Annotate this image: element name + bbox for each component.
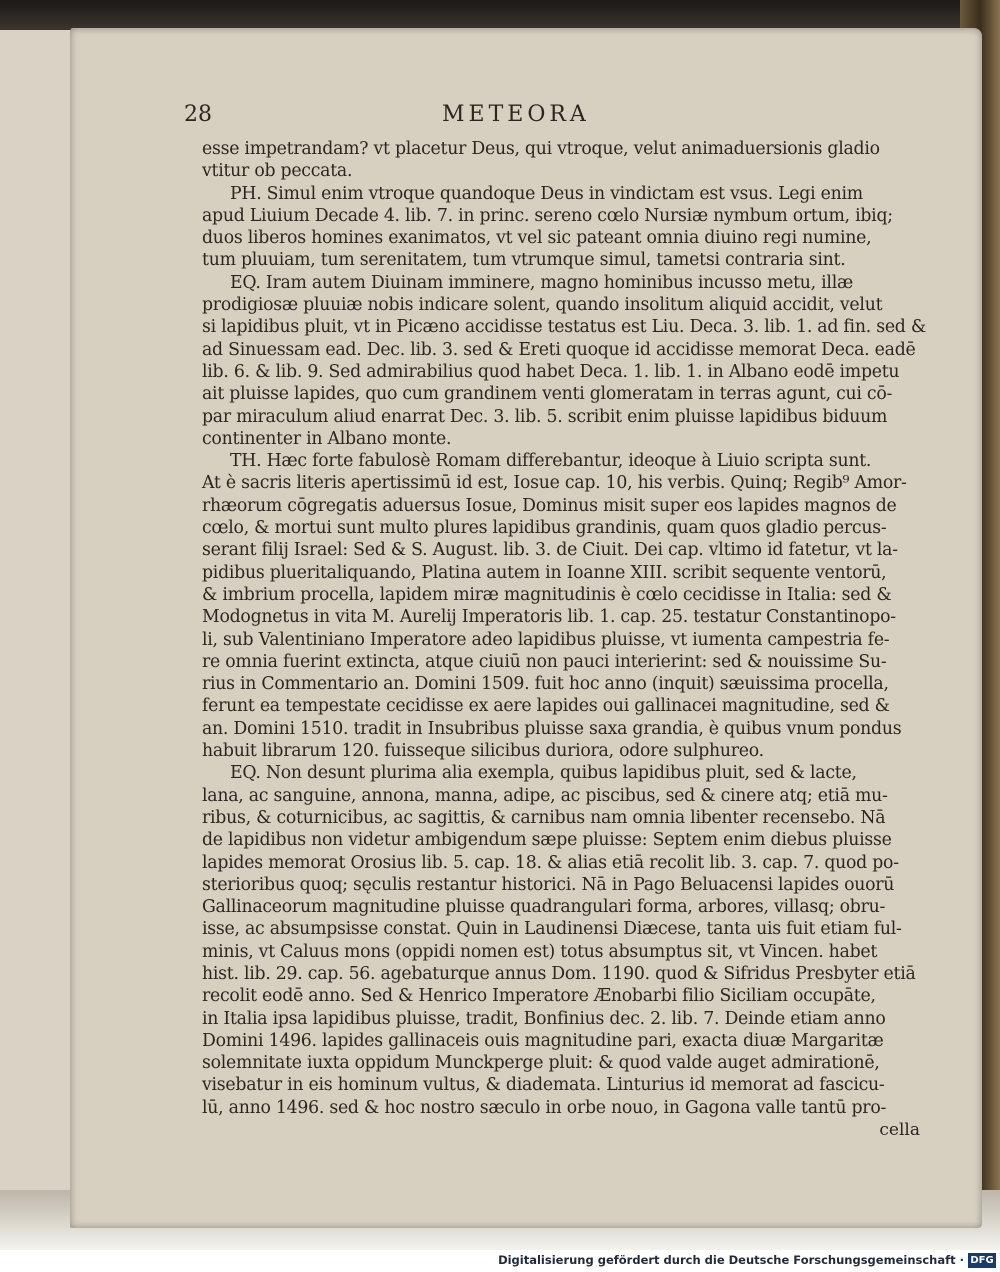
text-line: cœlo, & mortui sunt multo plures lapidibus grandinis, quam quos gladio percus-	[202, 518, 887, 539]
text-line: li, sub Valentiniano Imperatore adeo lapidibus pluisse, vt iumenta campestria fe-	[202, 629, 890, 650]
text-line: lana, ac sanguine, annona, manna, adipe, ac piscibus, sed & cinere atq; etiā mu-	[202, 785, 888, 806]
text-line: Gallinaceorum magnitudine pluisse quadrangulari forma, arbores, villasq; obru-	[202, 897, 886, 918]
text-line: lib. 6. & lib. 9. Sed admirabilius quod habet Deca. 1. lib. 1. in Albano eodē impetu	[202, 361, 900, 382]
text-line: lū, anno 1496. sed & hoc nostro sæculo in orbe nouo, in Gagona valle tantū pro-	[202, 1097, 887, 1118]
page-number: 28	[184, 102, 212, 127]
text-line: Modognetus in vita M. Aurelij Imperatoris lib. 1. cap. 25. testatur Constantinopo-	[202, 607, 896, 628]
text-line: ferunt ea tempestate cecidisse ex aere lapides oui gallinacei magnitudine, sed &	[202, 696, 890, 717]
text-line: prodigiosæ pluuiæ nobis indicare solent, quando insolitum aliquid accidit, velut	[202, 295, 883, 316]
digitization-footer	[0, 1250, 1000, 1272]
text-line: At è sacris literis apertissimū id est, Iosue cap. 10, his verbis. Quinq; Regib⁹ Amor-	[202, 473, 907, 494]
text-line: vtitur ob peccata.	[202, 161, 353, 182]
catchword: cella	[879, 1120, 920, 1141]
text-line: si lapidibus pluit, vt in Picæno accidisse testatus est Liu. Deca. 3. lib. 1. ad fin. sed &	[202, 317, 926, 338]
text-line: habuit librarum 120. fuisseque silicibus duriora, odore sulphureo.	[202, 741, 764, 762]
text-line: pidibus plueritaliquando, Platina autem in Ioanne XIII. scribit sequente ventorū,	[202, 562, 887, 583]
text-line: continenter in Albano monte.	[202, 428, 452, 449]
text-line: & imbrium procella, lapidem miræ magnitudinis è cœlo cecidisse in Italia: sed &	[202, 584, 892, 605]
text-line: re omnia fuerint extincta, atque ciuiū non pauci interierint: sed & nouissime Su-	[202, 651, 887, 672]
text-line: hist. lib. 29. cap. 56. agebaturque annus Dom. 1190. quod & Sifridus Presbyter etiā	[202, 963, 916, 984]
text-line: lapides memorat Orosius lib. 5. cap. 18. & alias etiā recolit lib. 3. cap. 7. quod po-	[202, 852, 899, 873]
book-page	[70, 28, 982, 1228]
body-text	[202, 138, 926, 1119]
text-line: Domini 1496. lapides gallinaceis ouis magnitudine pari, exacta diuæ Margaritæ	[202, 1030, 884, 1051]
text-line: ribus, & coturnicibus, ac sagittis, & carnibus nam omnia libenter recensebo. Nā	[202, 807, 886, 828]
text-line: de lapidibus non videtur ambigendum sæpe pluisse: Septem enim diebus pluisse	[202, 830, 892, 851]
text-line: recolit eodē anno. Sed & Henrico Imperatore Ænobarbi filio Siciliam occupāte,	[202, 986, 876, 1007]
text-line: duos liberos homines exanimatos, vt vel sic pateant omnia diuino regi numine,	[202, 228, 872, 249]
dfg-logo: DFG	[968, 1253, 996, 1268]
text-line: solemnitate iuxta oppidum Munckperge pluit: & quod valde auget admirationē,	[202, 1053, 880, 1074]
running-title: METEORA	[442, 102, 590, 127]
text-line: an. Domini 1510. tradit in Insubribus pluisse saxa grandia, è quibus vnum pondus	[202, 718, 902, 739]
text-line: sterioribus quoq; sęculis restantur historici. Nā in Pago Beluacensi lapides ouorū	[202, 874, 895, 895]
text-line: isse, ac absumpsisse constat. Quin in Laudinensi Diæcese, tanta uis fuit etiam ful-	[202, 919, 902, 940]
text-line: TH. Hæc forte fabulosè Romam differebantur, ideoque à Liuio scripta sunt.	[230, 451, 872, 472]
footer-credit: Digitalisierung gefördert durch die Deutsche Forschungsgemeinschaft ·	[498, 1253, 964, 1267]
text-line: PH. Simul enim vtroque quandoque Deus in vindictam est vsus. Legi enim	[230, 183, 863, 204]
text-line: minis, vt Caluus mons (oppidi nomen est) totus absumptus sit, vt Vincen. habet	[202, 941, 878, 962]
text-line: rius in Commentario an. Domini 1509. fuit hoc anno (inquit) sæuissima procella,	[202, 674, 889, 695]
text-line: tum pluuiam, tum serenitatem, tum vtrumque simul, tametsi contraria sint.	[202, 250, 846, 271]
text-line: apud Liuium Decade 4. lib. 7. in princ. sereno cœlo Nursiæ nymbum ortum, ibiq;	[202, 205, 893, 226]
text-line: ad Sinuessam ead. Dec. lib. 3. sed & Ereti quoque id accidisse memorat Deca. eadē	[202, 339, 916, 360]
scan-border-top	[0, 0, 1000, 30]
text-line: EQ. Iram autem Diuinam imminere, magno hominibus incusso metu, illæ	[230, 272, 853, 293]
text-block	[184, 98, 926, 1141]
text-line: esse impetrandam? vt placetur Deus, qui vtroque, velut animaduersionis gladio	[202, 139, 880, 159]
running-head	[184, 98, 922, 138]
text-line: EQ. Non desunt plurima alia exempla, quibus lapidibus pluit, sed & lacte,	[230, 763, 857, 784]
text-line: in Italia ipsa lapidibus pluisse, tradit, Bonfinius dec. 2. lib. 7. Deinde etiam anno	[202, 1008, 886, 1029]
text-line: ait pluisse lapides, quo cum grandinem venti glomeratam in terras agunt, cui cō-	[202, 384, 893, 405]
text-line: serant filij Israel: Sed & S. August. lib. 3. de Ciuit. Dei cap. vltimo id fatetur, vt la-	[202, 540, 898, 561]
text-line: visebatur in eis hominum vultus, & diademata. Linturius id memorat ad fascicu-	[202, 1075, 885, 1096]
text-line: rhæorum cōgregatis aduersus Iosue, Dominus misit super eos lapides magnos de	[202, 495, 897, 516]
text-line: par miraculum aliud enarrat Dec. 3. lib. 5. scribit enim pluisse lapidibus biduum	[202, 406, 888, 427]
